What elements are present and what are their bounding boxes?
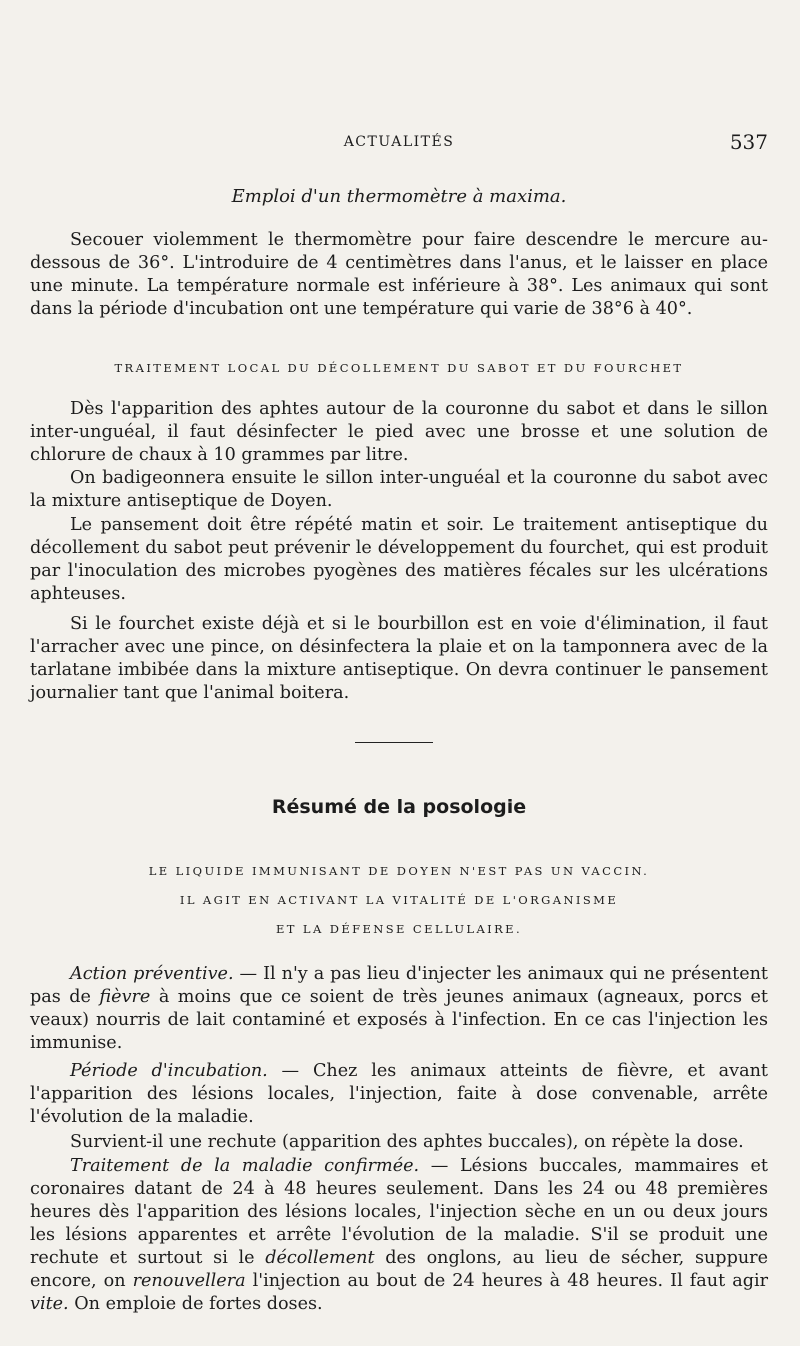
page-header	[30, 132, 768, 156]
treatment-paragraph-3: Le pansement doit être répété matin et soir. Le traitement antiseptique du décollement du sabot peut prévenir le développement du fourchet, qui est produit par l'inoculation des microbes pyogènes des matières fécales sur les ulcérations aphteuses.	[30, 515, 768, 604]
treatment-paragraph-4: Si le fourchet existe déjà et si le bourbillon est en voie d'élimination, il faut l'arracher avec une pince, on désinfectera la plaie et on la tamponnera avec de la tarlatane imbibée dans la mixture antiseptique. On devra continuer le pansement journalier tant que l'animal boitera.	[30, 614, 768, 703]
running-title: ACTUALITÉS	[343, 134, 455, 150]
page-number: 537	[729, 130, 768, 154]
incubation-label: Période d'incubation.	[70, 1061, 268, 1081]
confirmed-text-b: des onglons, au lieu de sécher, suppure encore, on	[30, 1248, 768, 1291]
confirmed-renouvellera: renouvellera	[132, 1271, 246, 1291]
thermometer-paragraph: Secouer violemment le thermomètre pour faire descendre le mercure au-dessous de 36°. L'introduire de 4 centimètres dans l'anus, et le laisser en place une minute. La température normale est inférieure à 38°. Les animaux qui sont dans la période d'incubation ont une température qui varie de 38°6 à 40°.	[30, 230, 768, 319]
summary-caps-line-3: ET LA DÉFENSE CELLULAIRE.	[275, 922, 523, 936]
confirmed-paragraph	[30, 1155, 768, 1316]
summary-caps-line-2: IL AGIT EN ACTIVANT LA VITALITÉ DE L'ORGANISME	[179, 893, 619, 907]
confirmed-text-a: — Lésions buccales, mammaires et coronaires datant de 24 à 48 heures seulement. Dans les 24 ou 48 premières heures dès l'apparition des lésions locales, l'injection sèche en un ou deux jours les lésions apparentes et arrête l'évolution de la maladie. S'il se produit une rechute et surtout si le	[30, 1156, 768, 1268]
thermometer-title: Emploi d'un thermomètre à maxima.	[231, 186, 567, 207]
confirmed-decollement: décollement	[265, 1248, 375, 1268]
preventive-label: Action préventive.	[70, 964, 234, 984]
summary-caps-line-1: LE LIQUIDE IMMUNISANT DE DOYEN N'EST PAS UN VACCIN.	[148, 864, 650, 878]
confirmed-label: Traitement de la maladie confirmée.	[70, 1156, 420, 1176]
confirmed-vite: vite.	[30, 1294, 69, 1314]
incubation-paragraph	[30, 1060, 768, 1129]
incubation-text: — Chez les animaux atteints de fièvre, et avant l'apparition des lésions locales, l'injection, faite à dose convenable, arrête l'évolution de la maladie.	[30, 1061, 768, 1127]
preventive-text-b: à moins que ce soient de très jeunes animaux (agneaux, porcs et veaux) nourris de lait contaminé et exposés à l'infection. En ce cas l'injection les immunise.	[30, 987, 768, 1053]
preventive-paragraph	[30, 963, 768, 1055]
treatment-paragraph-1: Dès l'apparition des aphtes autour de la couronne du sabot et dans le sillon inter-unguéal, il faut désinfecter le pied avec une brosse et une solution de chlorure de chaux à 10 grammes par litre.	[30, 399, 768, 465]
summary-title: Résumé de la posologie	[271, 796, 527, 818]
preventive-text-a: — Il n'y a pas lieu d'injecter les animaux qui ne présentent pas de	[30, 964, 769, 1007]
section-divider	[355, 742, 433, 743]
treatment-paragraph-2: On badigeonnera ensuite le sillon inter-unguéal et la couronne du sabot avec la mixture antiseptique de Doyen.	[30, 468, 768, 511]
treatment-heading: TRAITEMENT LOCAL DU DÉCOLLEMENT DU SABOT ET DU FOURCHET	[114, 361, 684, 375]
confirmed-text-c: l'injection au bout de 24 heures à 48 heures. Il faut agir	[245, 1271, 768, 1291]
confirmed-text-d: On emploie de fortes doses.	[68, 1294, 323, 1314]
preventive-fievre: fièvre	[99, 987, 151, 1007]
relapse-paragraph: Survient-il une rechute (apparition des aphtes buccales), on répète la dose.	[70, 1132, 744, 1152]
